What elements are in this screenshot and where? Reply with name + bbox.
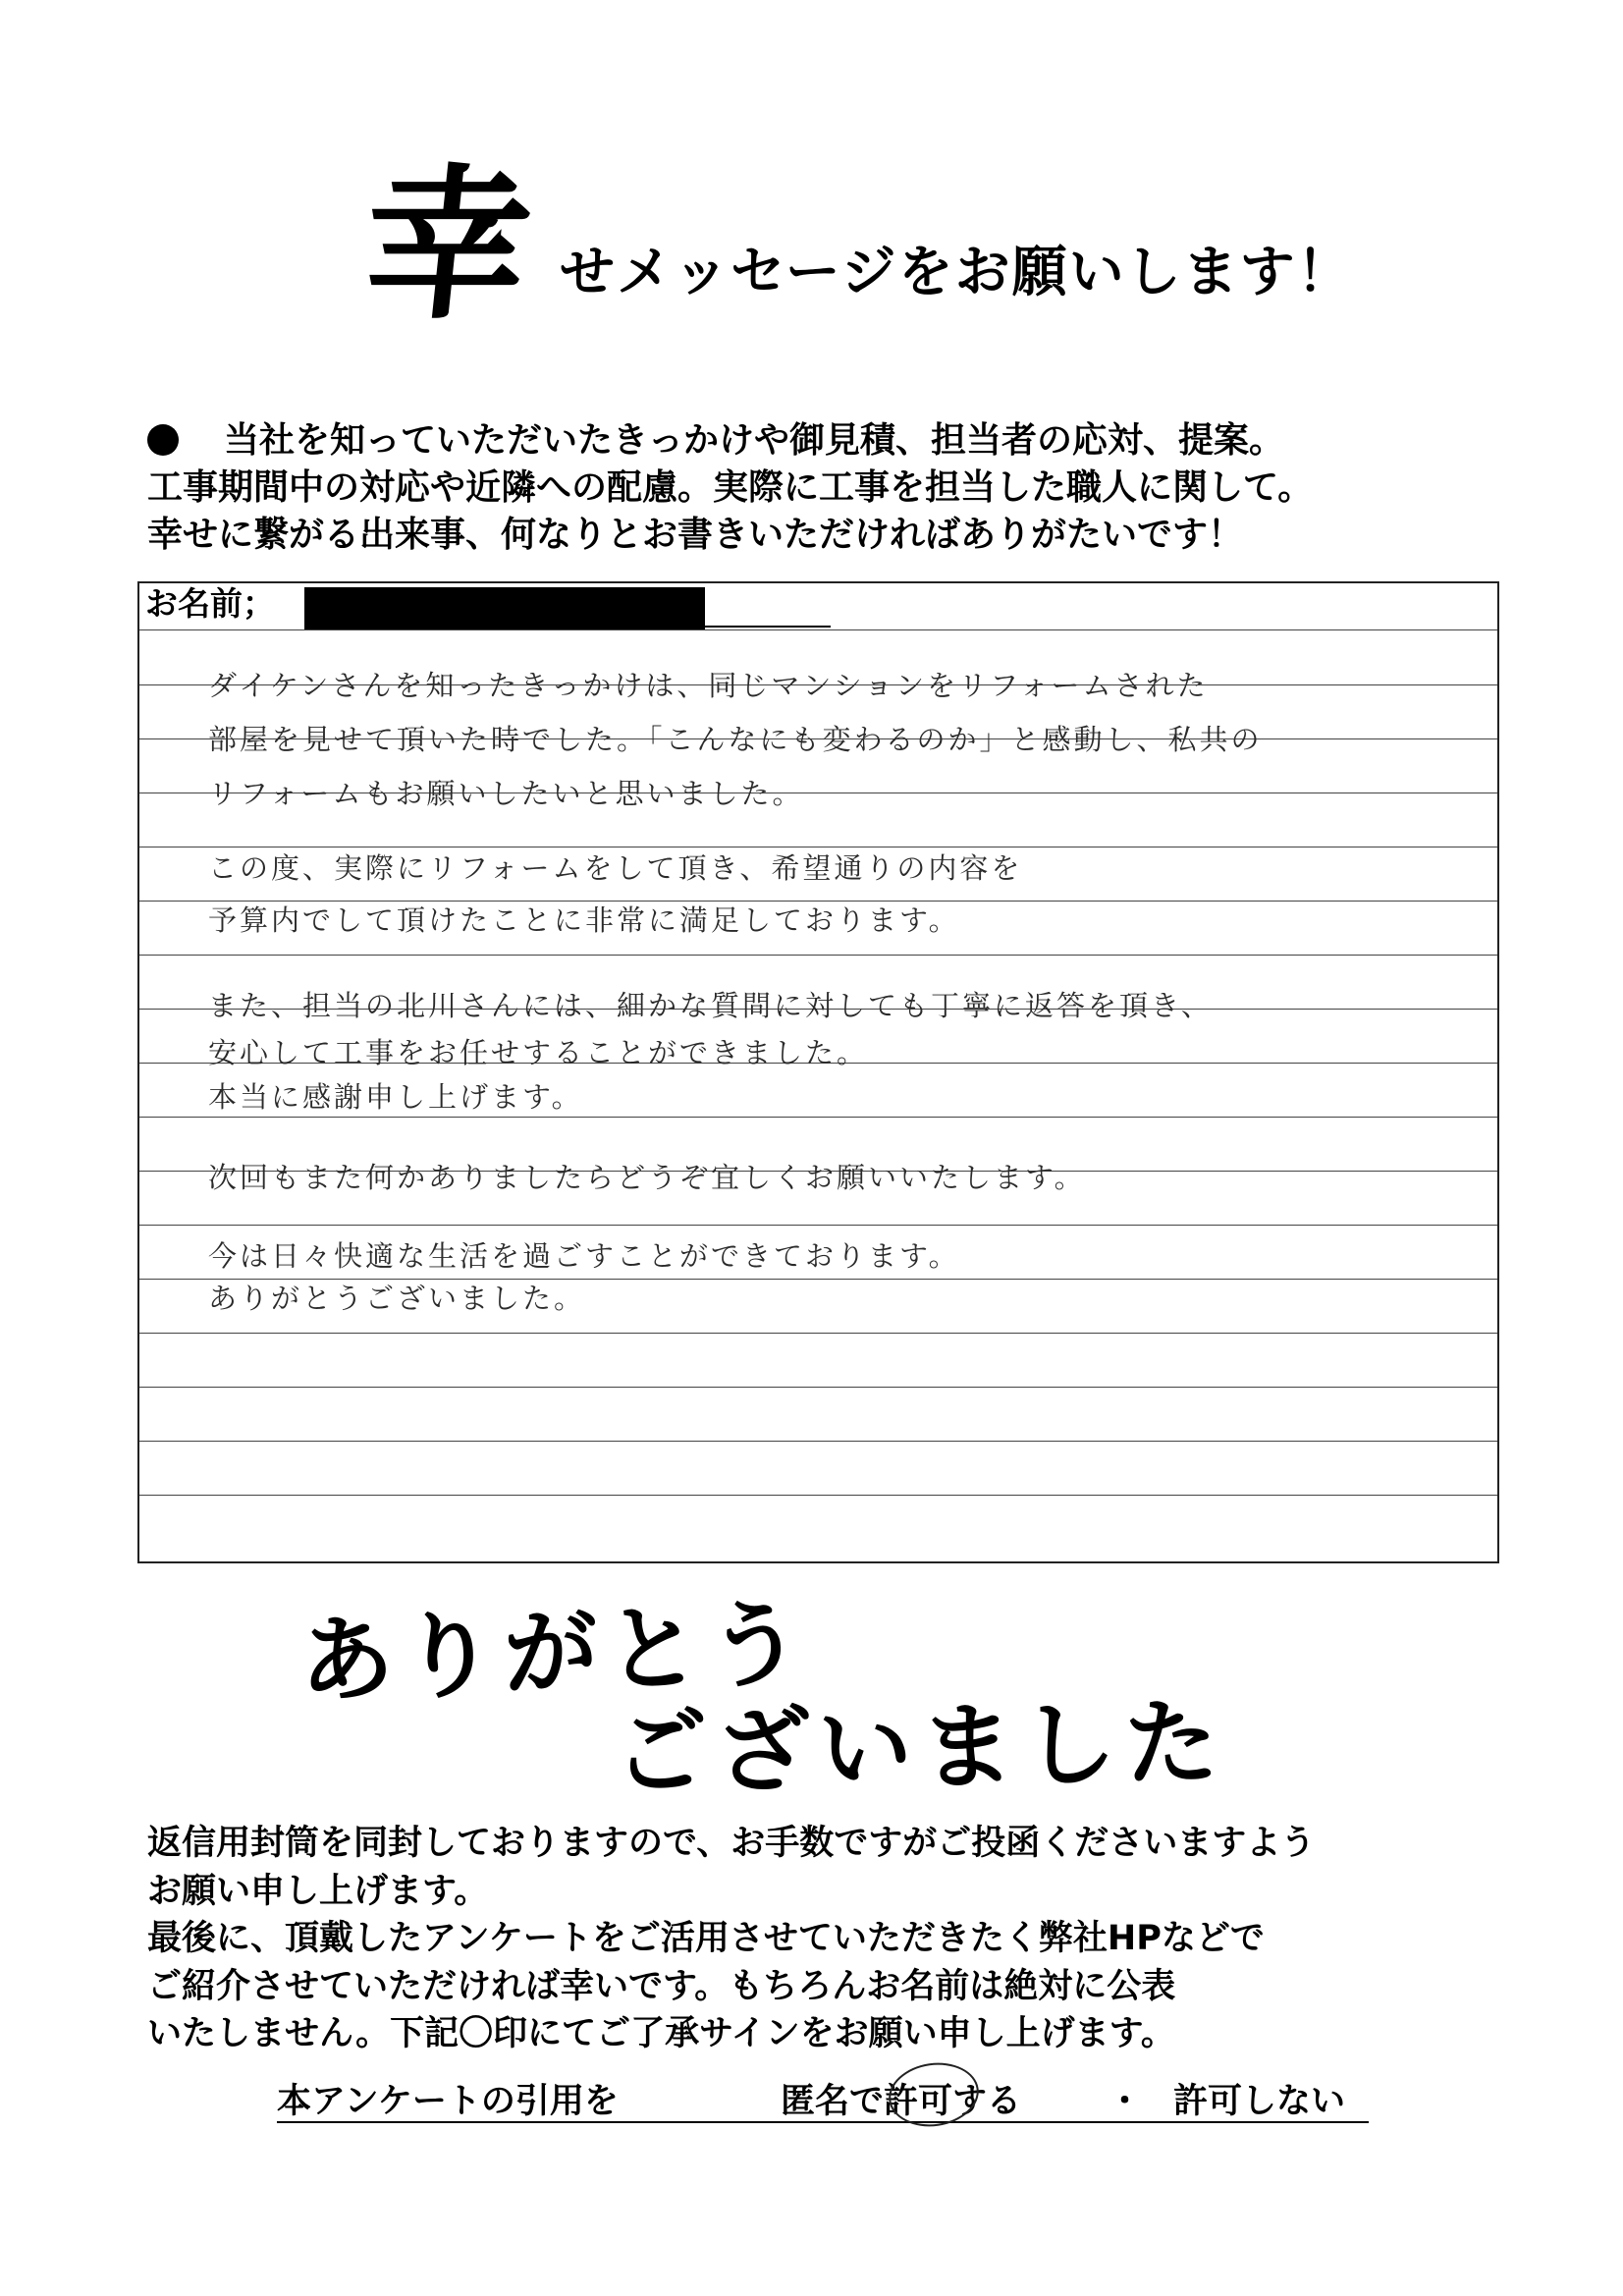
message-line: この度、実際にリフォームをして頂き、希望通りの内容を — [208, 851, 1023, 885]
message-box — [137, 581, 1499, 1563]
ruled-line — [139, 1387, 1497, 1388]
thanks-line-1: ありがとう — [298, 1587, 812, 1718]
message-line: 本当に感謝申し上げます。 — [208, 1080, 583, 1114]
closing-line: ご紹介させていただければ幸いです。もちろんお名前は絶対に公表 — [147, 1966, 1176, 2006]
title-brush-kanji: 幸 — [354, 147, 541, 342]
name-underline — [304, 626, 831, 628]
intro-line-text: 当社を知っていただいたきっかけや御見積、担当者の応対、提案。 — [224, 420, 1285, 461]
consent-separator: ・ — [1108, 2082, 1143, 2121]
message-line: 予算内でして頂けたことに非常に満足しております。 — [208, 903, 960, 937]
ruled-line — [139, 629, 1497, 630]
message-line: 次回もまた何かありましたらどうぞ宜しくお願いいたします。 — [208, 1161, 1086, 1194]
ruled-line — [139, 1495, 1497, 1496]
message-line: また、担当の北川さんには、細かな質問に対しても丁寧に返答を頂き、 — [208, 989, 1213, 1022]
message-line: 安心して工事をお任せすることができました。 — [208, 1036, 869, 1069]
consent-underline — [277, 2121, 1369, 2123]
message-line: リフォームもお願いしたいと思いました。 — [208, 777, 804, 810]
ruled-line — [139, 1225, 1497, 1226]
closing-line: 最後に、頂戴したアンケートをご活用させていただきたく弊社HPなどで — [147, 1919, 1265, 1958]
page-title: せメッセージをお願いします！ — [560, 241, 1354, 304]
ruled-line — [139, 955, 1497, 956]
bullet-icon — [147, 417, 224, 465]
name-label: お名前； — [145, 584, 275, 623]
consent-label: 本アンケートの引用を — [277, 2082, 619, 2121]
intro-line — [147, 417, 1522, 465]
thanks-line-2: ございました — [613, 1686, 1227, 1809]
closing-paragraph — [147, 1820, 1522, 2058]
consent-option-deny[interactable]: 許可しない — [1173, 2082, 1346, 2121]
intro-line: 工事期間中の対応や近隣への配慮。実際に工事を担当した職人に関して。 — [147, 467, 1314, 508]
message-line: ありがとうございました。 — [208, 1282, 586, 1315]
redacted-name — [304, 587, 705, 630]
ruled-line — [139, 1441, 1497, 1442]
ruled-line — [139, 1117, 1497, 1118]
message-line: ダイケンさんを知ったきっかけは、同じマンションをリフォームされた — [208, 669, 1209, 702]
message-line: 今は日々快適な生活を過ごすことができております。 — [208, 1239, 960, 1273]
ruled-line — [139, 1333, 1497, 1334]
closing-line: 返信用封筒を同封しておりますので、お手数ですがご投函くださいますよう — [147, 1824, 1316, 1863]
message-line: 部屋を見せて頂いた時でした。「こんなにも変わるのか」と感動し、私共の — [208, 723, 1263, 756]
consent-option-anonymous[interactable]: 匿名で許可する — [781, 2082, 1022, 2121]
intro-line: 幸せに繋がる出来事、何なりとお書きいただければありがたいです！ — [147, 515, 1244, 555]
closing-line: いたしません。下記〇印にてご了承サインをお願い申し上げます。 — [147, 2014, 1175, 2053]
closing-line: お願い申し上げます。 — [147, 1871, 489, 1911]
intro-paragraph — [147, 417, 1522, 559]
